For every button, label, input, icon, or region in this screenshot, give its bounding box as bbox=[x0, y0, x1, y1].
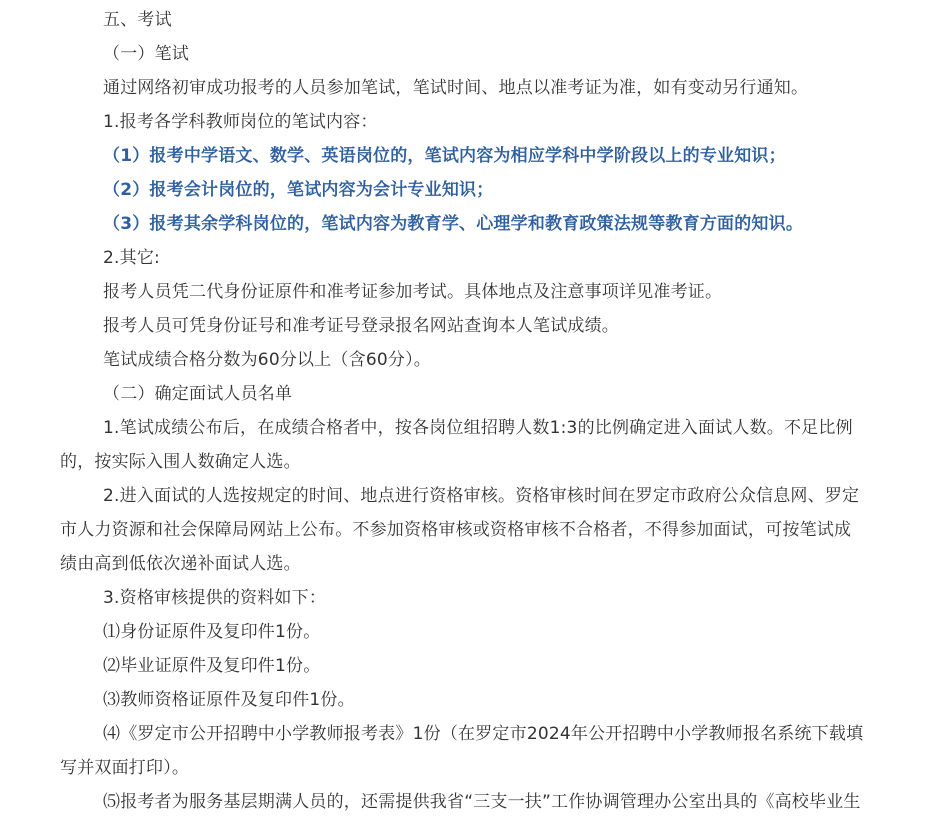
other-heading: 2.其它: bbox=[103, 248, 160, 268]
interview-paragraph-line: 的，按实际入围人数确定人选。 bbox=[60, 452, 301, 472]
exam-content-item: （1）报考中学语文、数学、英语岗位的，笔试内容为相应学科中学阶段以上的专业知识； bbox=[103, 146, 786, 166]
material-item: ⑵毕业证原件及复印件1份。 bbox=[103, 656, 321, 676]
other-item: 报考人员凭二代身份证原件和准考证参加考试。具体地点及注意事项详见准考证。 bbox=[103, 282, 723, 302]
materials-heading: 3.资格审核提供的资料如下： bbox=[103, 588, 327, 608]
review-paragraph-line: 2.进入面试的人选按规定的时间、地点进行资格审核。资格审核时间在罗定市政府公众信息网、罗定 bbox=[103, 486, 860, 506]
written-exam-intro: 通过网络初审成功报考的人员参加笔试，笔试时间、地点以准考证为准，如有变动另行通知。 bbox=[103, 78, 809, 98]
interview-list-heading: （二）确定面试人员名单 bbox=[103, 384, 293, 404]
exam-content-heading: 1.报考各学科教师岗位的笔试内容： bbox=[103, 112, 378, 132]
material-item-continuation: 写并双面打印）。 bbox=[60, 758, 190, 778]
exam-content-item: （2）报考会计岗位的，笔试内容为会计专业知识； bbox=[103, 180, 494, 200]
review-paragraph-line: 绩由高到低依次递补面试人选。 bbox=[60, 554, 301, 574]
section-title: 五、考试 bbox=[103, 10, 172, 30]
material-item: ⑴身份证原件及复印件1份。 bbox=[103, 622, 321, 642]
written-exam-heading: （一）笔试 bbox=[103, 44, 189, 64]
review-paragraph-line: 市人力资源和社会保障局网站上公布。不参加资格审核或资格审核不合格者，不得参加面试，可按笔试成 bbox=[60, 520, 852, 540]
exam-content-item: （3）报考其余学科岗位的，笔试内容为教育学、心理学和教育政策法规等教育方面的知识。 bbox=[103, 214, 804, 234]
material-item: ⑷《罗定市公开招聘中小学教师报考表》1份（在罗定市2024年公开招聘中小学教师报名系统下载填 bbox=[103, 724, 864, 744]
other-item: 笔试成绩合格分数为60分以上（含60分）。 bbox=[103, 350, 431, 370]
material-item: ⑶教师资格证原件及复印件1份。 bbox=[103, 690, 355, 710]
interview-paragraph-line: 1.笔试成绩公布后，在成绩合格者中，按各岗位组招聘人数1:3的比例确定进入面试人数。不足比例 bbox=[103, 418, 853, 438]
other-item: 报考人员可凭身份证号和准考证号登录报名网站查询本人笔试成绩。 bbox=[103, 316, 619, 336]
material-item: ⑸报考者为服务基层期满人员的，还需提供我省“三支一扶”工作协调管理办公室出具的《高校毕业生 bbox=[103, 792, 861, 812]
